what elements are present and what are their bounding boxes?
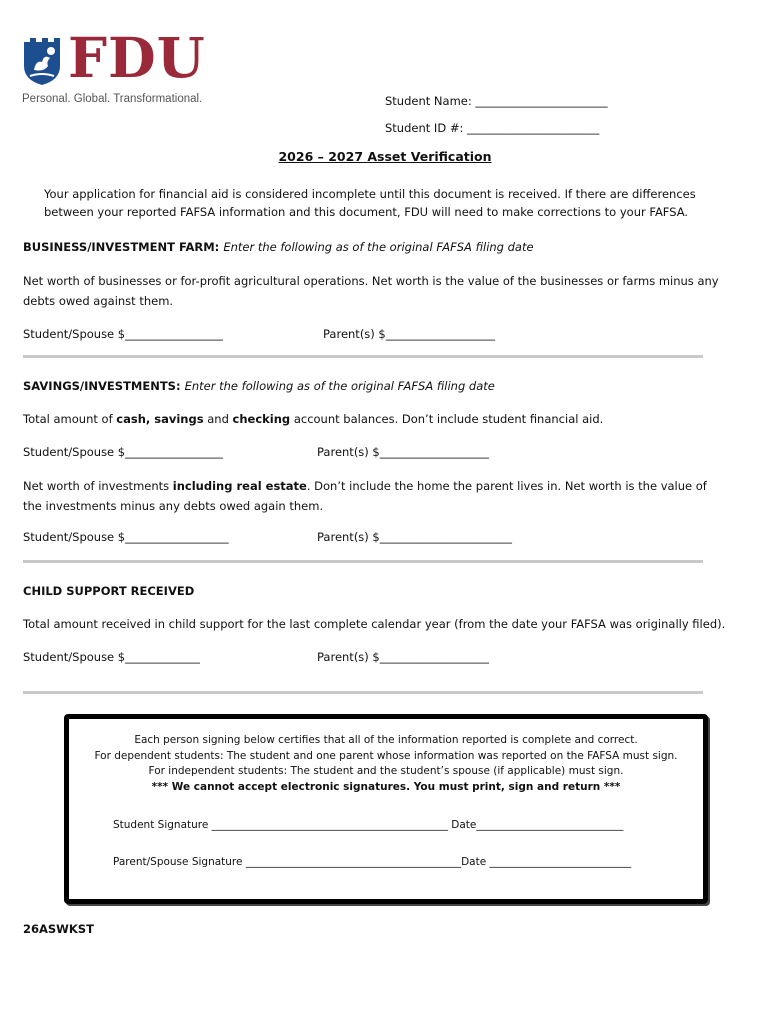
savings-heading-label: SAVINGS/INVESTMENTS: xyxy=(23,379,181,393)
savings-cash-bold: cash, savings xyxy=(116,412,204,426)
investments-text-part: Net worth of investments xyxy=(23,479,173,493)
intro-text: Your application for financial aid is considered incomplete until this document is received. If there are differences between your reported FAFSA information and this document, FDU will need to make corrections to your FAFSA. xyxy=(44,187,696,219)
section-divider xyxy=(23,560,703,563)
fdu-logo xyxy=(22,25,212,108)
student-id-field[interactable]: Student ID #: _______________________ xyxy=(385,121,600,135)
savings-heading xyxy=(23,379,741,393)
certification-message xyxy=(69,733,703,795)
savings-cash-text-part: and xyxy=(203,412,233,426)
logo-wordmark: FDU xyxy=(68,25,206,90)
savings-cash-text-part: Total amount of xyxy=(23,412,117,426)
investments-student-field[interactable]: Student/Spouse $__________________ xyxy=(23,530,229,544)
business-parent-field[interactable]: Parent(s) $___________________ xyxy=(323,327,496,341)
cash-parent-field[interactable]: Parent(s) $___________________ xyxy=(317,445,490,459)
business-heading-note: Enter the following as of the original FAFSA filing date xyxy=(223,240,534,254)
parent-signature-line[interactable]: Parent/Spouse Signature _________________________________________Date ___________________________ xyxy=(113,856,632,868)
savings-cash-text-part: account balances. Don’t include student financial aid. xyxy=(290,412,604,426)
logo-tagline: Personal. Global. Transformational. xyxy=(22,93,203,105)
certification-warning: *** We cannot accept electronic signatures. You must print, sign and return *** xyxy=(151,780,621,793)
child-support-student-field[interactable]: Student/Spouse $_____________ xyxy=(23,650,200,664)
student-name-field[interactable]: Student Name: _______________________ xyxy=(385,94,608,108)
investments-bold: including real estate xyxy=(172,479,307,493)
child-support-parent-field[interactable]: Parent(s) $___________________ xyxy=(317,650,490,664)
cash-student-field[interactable]: Student/Spouse $_________________ xyxy=(23,445,223,459)
page-title: 2026 – 2027 Asset Verification xyxy=(278,149,492,164)
savings-investments-text xyxy=(23,476,723,516)
child-support-heading: CHILD SUPPORT RECEIVED xyxy=(23,584,195,598)
student-signature-line[interactable]: Student Signature _____________________________________________ Date____________________________ xyxy=(113,819,624,831)
business-heading xyxy=(23,240,741,254)
certification-line: Each person signing below certifies that all of the information reported is complete and correct. xyxy=(134,734,638,746)
form-code: 26ASWKST xyxy=(23,922,94,936)
savings-checking-bold: checking xyxy=(232,412,291,426)
business-heading-label: BUSINESS/INVESTMENT FARM: xyxy=(23,240,220,254)
savings-heading-note: Enter the following as of the original FAFSA filing date xyxy=(184,379,495,393)
business-student-field[interactable]: Student/Spouse $_________________ xyxy=(23,327,223,341)
child-support-text: Total amount received in child support for the last complete calendar year (from the date your FAFSA was originally filed). xyxy=(23,617,726,631)
shield-icon xyxy=(22,36,62,86)
certification-box xyxy=(64,714,708,904)
certification-line: For dependent students: The student and one parent whose information was reported on the FAFSA must sign. xyxy=(94,749,678,762)
investments-text-part: . Don’t include the home the parent lives in. Net worth is the value of the investments minus any debts owed again them. xyxy=(23,479,707,513)
section-divider xyxy=(23,691,703,694)
certification-line: For independent students: The student and the student’s spouse (if applicable) must sign. xyxy=(148,765,624,777)
section-divider xyxy=(23,355,703,358)
investments-parent-field[interactable]: Parent(s) $_______________________ xyxy=(317,530,513,544)
business-text: Net worth of businesses or for-profit agricultural operations. Net worth is the value of the businesses or farms minus any debts owed against them. xyxy=(23,274,719,308)
savings-cash-text xyxy=(23,412,741,426)
